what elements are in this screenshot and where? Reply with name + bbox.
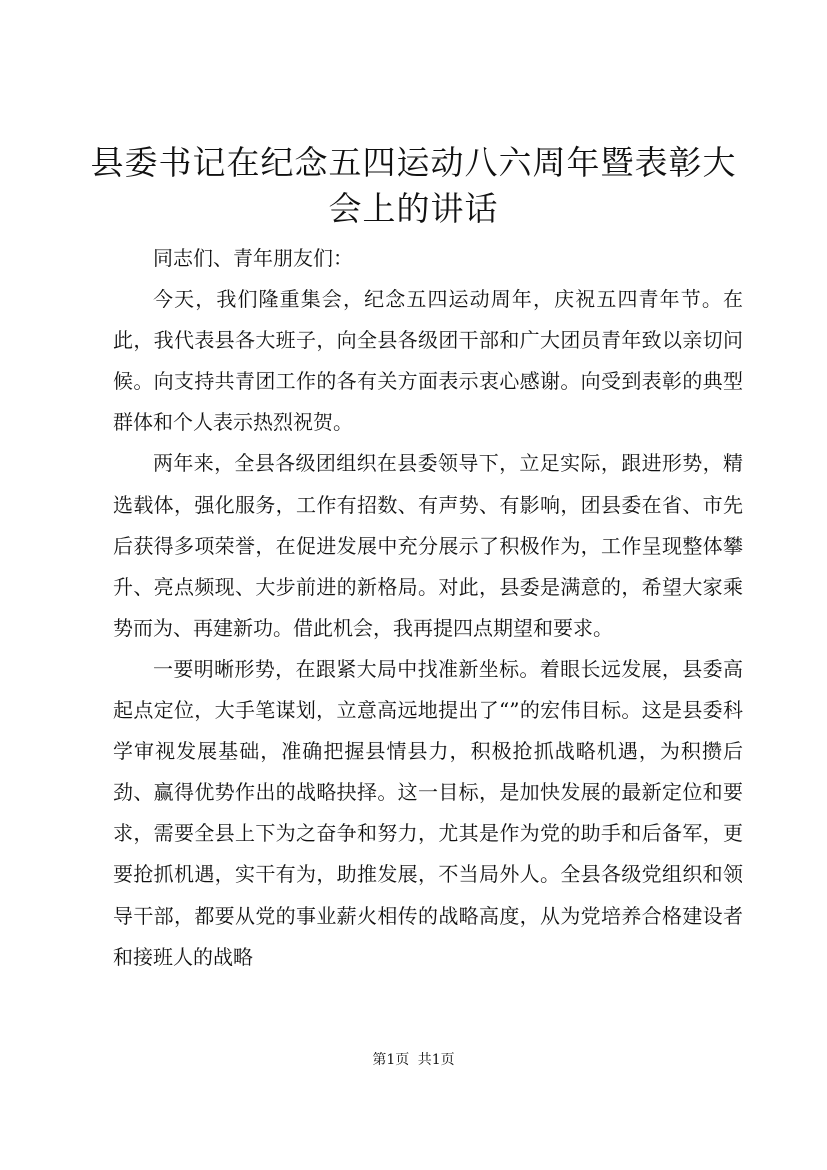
page-total: 共1页 (417, 1052, 455, 1068)
document-body (113, 238, 743, 978)
page-number: 第1页 (372, 1052, 410, 1068)
body-paragraph: 今天，我们隆重集会，纪念五四运动周年，庆祝五四青年节。在此，我代表县各大班子，向全县各级团干部和广大团员青年致以亲切问候。向支持共青团工作的各有关方面表示衷心感谢。向受到表彰的典型群体和个人表示热烈祝贺。 (113, 287, 743, 435)
salutation-paragraph: 同志们、青年朋友们： (153, 246, 353, 270)
document-title: 县委书记在纪念五四运动八六周年暨表彰大会上的讲话 (90, 143, 737, 228)
body-paragraph: 两年来，全县各级团组织在县委领导下，立足实际，跟进形势，精选载体，强化服务，工作有招数、有声势、有影响，团县委在省、市先后获得多项荣誉，在促进发展中充分展示了积极作为，工作呈现整体攀升、亮点频现、大步前进的新格局。对此，县委是满意的，希望大家乘势而为、再建新功。借此机会，我再提四点期望和要求。 (113, 451, 743, 640)
page-footer (0, 1050, 827, 1070)
body-paragraph: 一要明晰形势，在跟紧大局中找准新坐标。着眼长远发展，县委高起点定位，大手笔谋划，立意高远地提出了“”的宏伟目标。这是县委科学审视发展基础，准确把握县情县力，积极抢抓战略机遇，为积攒后劲、赢得优势作出的战略抉择。这一目标，是加快发展的最新定位和要求，需要全县上下为之奋争和努力，尤其是作为党的助手和后备军，更要抢抓机遇，实干有为，助推发展，不当局外人。全县各级党组织和领导干部，都要从党的事业薪火相传的战略高度，从为党培养合格建设者和接班人的战略 (113, 656, 743, 969)
